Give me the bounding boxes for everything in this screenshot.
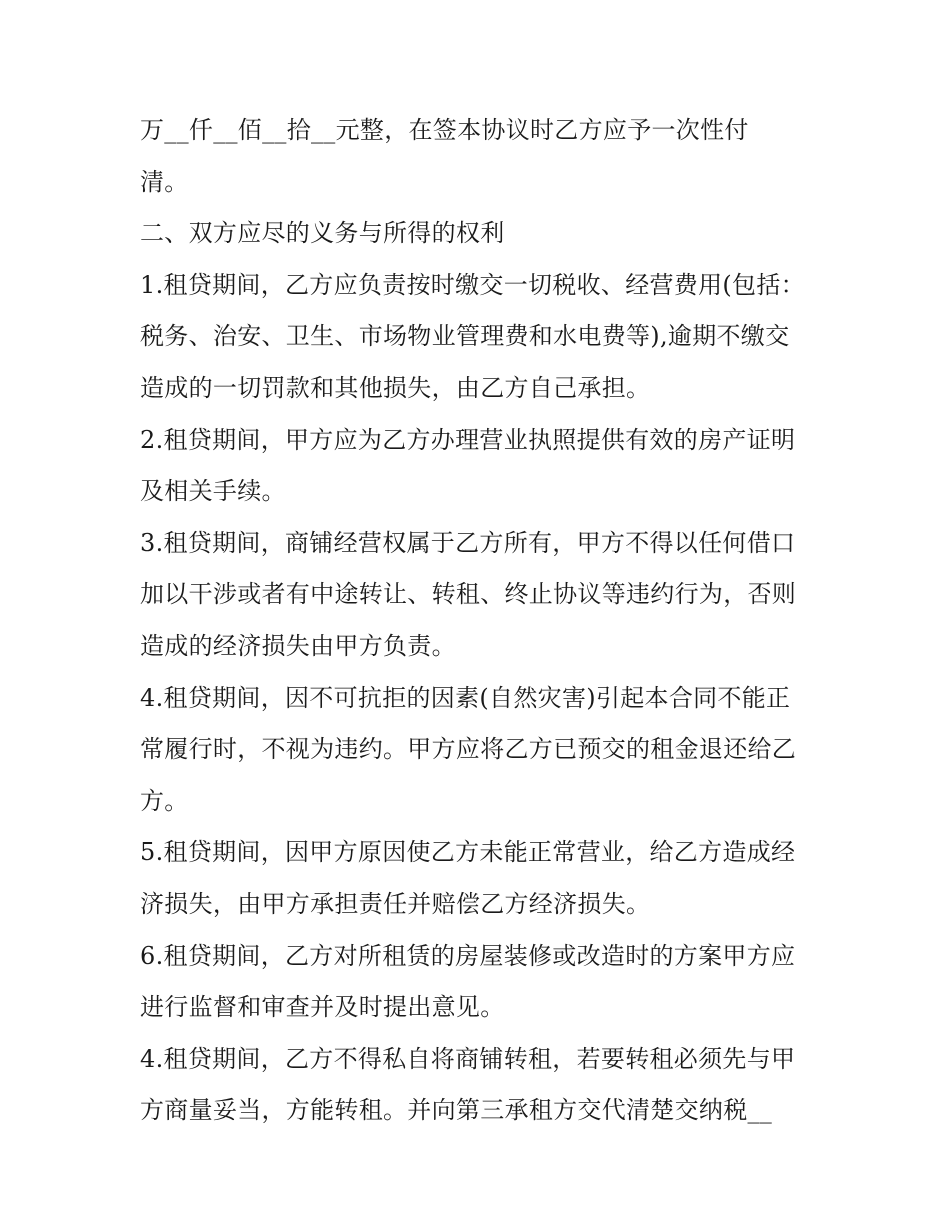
clause-7-line: 4.租贷期间，乙方不得私自将商铺转租，若要转租必须先与甲 bbox=[140, 1044, 796, 1073]
clause-1-line: 1.租贷期间，乙方应负责按时缴交一切税收、经营费用(包括： bbox=[140, 270, 805, 299]
clause-3-line: 造成的经济损失由甲方负责。 bbox=[140, 631, 456, 660]
clause-3-line: 3.租贷期间，商铺经营权属于乙方所有，甲方不得以任何借口 bbox=[140, 528, 796, 557]
section-heading: 二、双方应尽的义务与所得的权利 bbox=[140, 219, 505, 248]
clause-1-line: 造成的一切罚款和其他损失，由乙方自己承担。 bbox=[140, 373, 651, 402]
clause-5-line: 济损失，由甲方承担责任并赔偿乙方经济损失。 bbox=[140, 889, 651, 918]
payment-terms-line: 万__仟__佰__拾__元整，在签本协议时乙方应予一次性付 bbox=[140, 116, 749, 144]
clause-3-line: 加以干涉或者有中途转让、转租、终止协议等违约行为，否则 bbox=[140, 580, 797, 609]
payment-terms-line: 清。 bbox=[140, 167, 189, 196]
clause-4-line: 4.租贷期间，因不可抗拒的因素(自然灾害)引起本合同不能正 bbox=[140, 683, 791, 712]
contract-text bbox=[140, 108, 830, 1140]
clause-1-line: 税务、治安、卫生、市场物业管理费和水电费等),逾期不缴交 bbox=[140, 322, 790, 351]
clause-7-line: 方商量妥当，方能转租。并向第三承租方交代清楚交纳税__ bbox=[140, 1096, 773, 1125]
clause-5-line: 5.租贷期间，因甲方原因使乙方未能正常营业，给乙方造成经 bbox=[140, 838, 796, 867]
clause-4-line: 常履行时，不视为违约。甲方应将乙方已预交的租金退还给乙 bbox=[140, 735, 797, 764]
clause-2-line: 2.租贷期间，甲方应为乙方办理营业执照提供有效的房产证明 bbox=[140, 425, 796, 454]
clause-4-line: 方。 bbox=[140, 786, 189, 815]
clause-6-line: 6.租贷期间，乙方对所租赁的房屋装修或改造时的方案甲方应 bbox=[140, 941, 796, 970]
clause-6-line: 进行监督和审查并及时提出意见。 bbox=[140, 993, 505, 1022]
clause-2-line: 及相关手续。 bbox=[140, 477, 286, 506]
